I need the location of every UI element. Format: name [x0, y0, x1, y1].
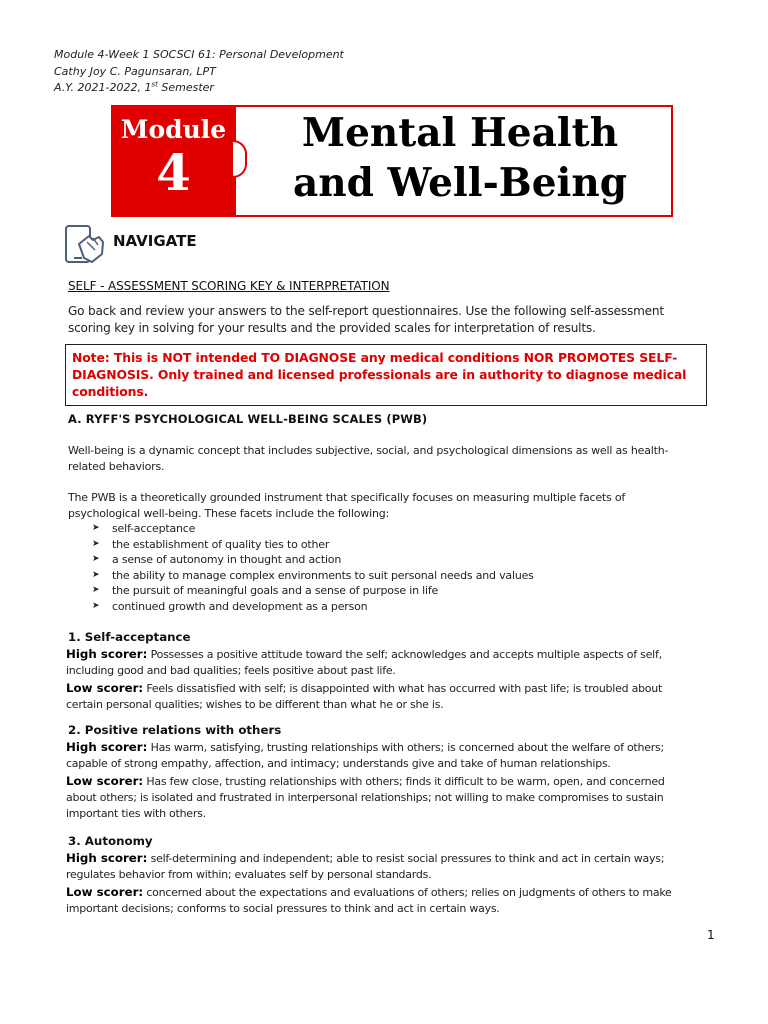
low-scorer-text: Low scorer: concerned about the expectations and evaluations of others; relies on judgments of others to make important decisions; conforms to social pressures to think and act in certain ways.: [66, 884, 672, 915]
tablet-hand-icon: [63, 222, 109, 273]
low-scorer-text: Low scorer: Has few close, trusting relationships with others; finds it difficult to be warm, open, and concerned about others; is isolated and frustrated in interpersonal relationships; not willing to make compromises to sustain important ties with others.: [66, 773, 665, 821]
module-title: [250, 108, 670, 208]
module-title-line2: and Well-Being: [293, 160, 627, 206]
scale-description-autonomy: [66, 850, 698, 917]
pwb-paragraph: The PWB is a theoretically grounded instrument that specifically focuses on measuring multiple facets of psychological well-being. These facets include the following:: [68, 491, 626, 520]
module-number-box: [111, 105, 236, 217]
list-item: ➤ a sense of autonomy in thought and action: [92, 553, 342, 567]
list-item: ➤ the pursuit of meaningful goals and a sense of purpose in life: [92, 584, 439, 598]
scale-title-positive-relations: 2. Positive relations with others: [68, 723, 282, 737]
disclaimer-note: Note: This is NOT intended TO DIAGNOSE any medical conditions NOR PROMOTES SELF-DIAGNOSIS. Only trained and licensed professionals are in authority to diagnose medical conditions.: [65, 344, 707, 406]
pwb-heading: A. RYFF'S PSYCHOLOGICAL WELL-BEING SCALES (PWB): [68, 412, 428, 426]
facets-list: [92, 521, 534, 615]
list-item: ➤ the establishment of quality ties to other: [92, 537, 330, 551]
arrow-bullet-icon: ➤: [92, 523, 100, 533]
scale-description-positive-relations: [66, 739, 698, 822]
arrow-bullet-icon: ➤: [92, 600, 100, 611]
high-scorer-text: High scorer: Possesses a positive attitude toward the self; acknowledges and accepts multiple aspects of self, including good and bad qualities; feels positive about past life.: [66, 647, 662, 678]
document-header: [54, 47, 344, 97]
page-number: 1: [707, 928, 715, 942]
wellbeing-paragraph: Well-being is a dynamic concept that includes subjective, social, and psychological dimensions as well as health-related behaviors.: [68, 444, 669, 473]
navigate-heading: NAVIGATE: [113, 232, 197, 250]
module-title-line1: Mental Health: [301, 110, 619, 156]
scale-description-self-acceptance: [66, 646, 698, 713]
high-scorer-text: High scorer: self-determining and independent; able to resist social pressures to think and act in certain ways; regulates behavior from within; evaluates self by personal standards.: [66, 851, 665, 882]
module-word: Module: [120, 115, 227, 144]
header-year-line: A.Y. 2021-2022, 1st Semester: [54, 80, 214, 94]
arrow-bullet-icon: ➤: [92, 569, 100, 580]
arrow-bullet-icon: ➤: [92, 538, 100, 549]
section-title: SELF - ASSESSMENT SCORING KEY & INTERPRETATION: [68, 279, 390, 293]
arrow-bullet-icon: ➤: [92, 554, 100, 565]
header-author-line: Cathy Joy C. Pagunsaran, LPT: [54, 64, 216, 78]
list-item: ➤ the ability to manage complex environments to suit personal needs and values: [92, 568, 534, 582]
list-item: ➤ continued growth and development as a person: [92, 599, 368, 613]
module-number: 4: [156, 143, 191, 202]
low-scorer-text: Low scorer: Feels dissatisfied with self; is disappointed with what has occurred with past life; is troubled about certain personal qualities; wishes to be different than what he or she is.: [66, 680, 663, 711]
header-course-line: Module 4-Week 1 SOCSCI 61: Personal Development: [54, 48, 344, 61]
high-scorer-text: High scorer: Has warm, satisfying, trusting relationships with others; is concerned about the welfare of others; capable of strong empathy, affection, and intimacy; understands give and take of human relationships.: [66, 740, 664, 771]
arrow-bullet-icon: ➤: [92, 585, 100, 596]
scale-title-self-acceptance: 1. Self-acceptance: [68, 630, 191, 644]
intro-paragraph: Go back and review your answers to the self-report questionnaires. Use the following self-assessment scoring key in solving for your results and the provided scales for interpretation of results.: [68, 304, 664, 335]
scale-title-autonomy: 3. Autonomy: [68, 834, 153, 848]
list-item: ➤ self-acceptance: [92, 522, 196, 535]
